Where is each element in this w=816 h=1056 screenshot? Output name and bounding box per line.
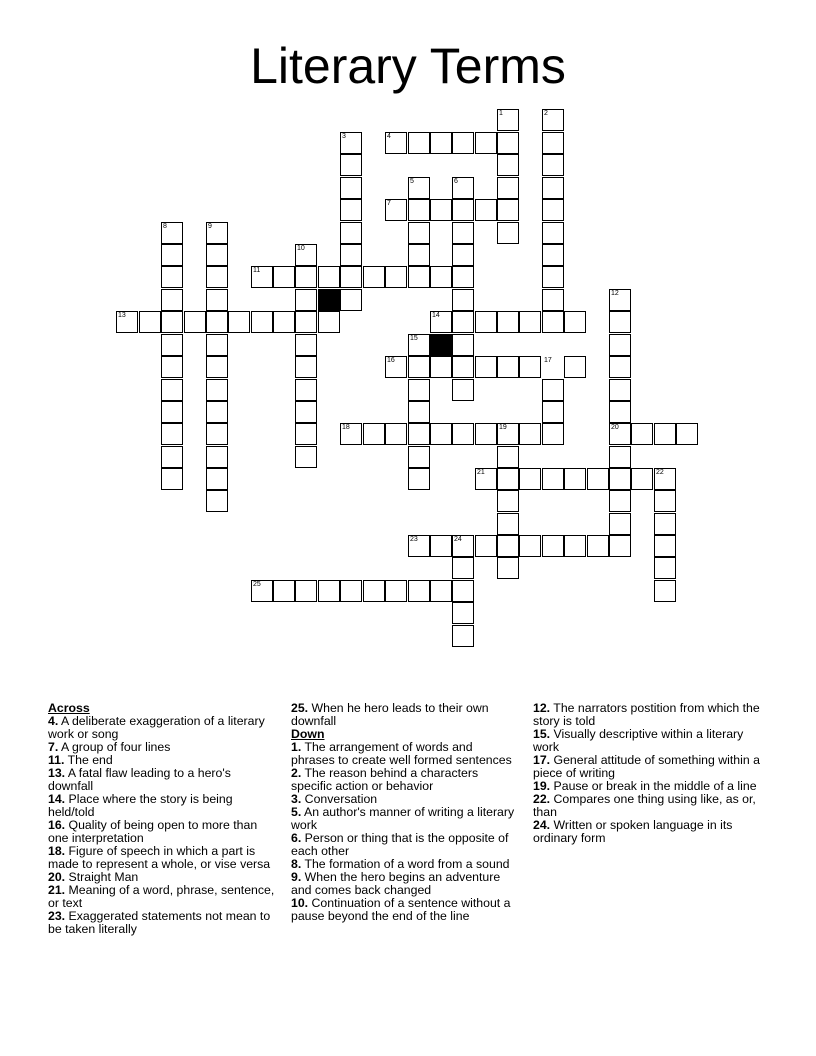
grid-cell[interactable] bbox=[452, 423, 474, 445]
clue-number: 17. bbox=[533, 753, 551, 767]
grid-cell[interactable] bbox=[452, 199, 474, 221]
grid-cell[interactable] bbox=[609, 311, 631, 333]
clue-number: 18. bbox=[48, 844, 66, 858]
clue-item bbox=[48, 845, 276, 871]
across-clue-list bbox=[48, 715, 276, 936]
clue-text: Quality of being open to more than one interpretation bbox=[48, 818, 258, 845]
grid-cell[interactable] bbox=[206, 311, 228, 333]
grid-cell[interactable] bbox=[139, 311, 161, 333]
grid-cell[interactable] bbox=[475, 423, 497, 445]
blocked-cell bbox=[318, 289, 340, 311]
grid-cell[interactable] bbox=[430, 132, 452, 154]
clue-number: 3. bbox=[291, 792, 302, 806]
grid-cell[interactable] bbox=[385, 423, 407, 445]
grid-cell[interactable] bbox=[206, 446, 228, 468]
grid-cell[interactable] bbox=[408, 423, 430, 445]
clue-number-label: 13 bbox=[118, 312, 126, 319]
grid-cell[interactable] bbox=[273, 311, 295, 333]
grid-cell[interactable] bbox=[161, 356, 183, 378]
grid-cell[interactable] bbox=[430, 266, 452, 288]
grid-cell[interactable] bbox=[519, 311, 541, 333]
clue-number: 13. bbox=[48, 766, 66, 780]
clue-number-label: 2 bbox=[544, 110, 548, 117]
grid-cell[interactable] bbox=[295, 423, 317, 445]
clue-item bbox=[291, 832, 519, 858]
grid-cell[interactable] bbox=[340, 199, 362, 221]
clue-text: The narrators postition from which the story is told bbox=[533, 701, 760, 728]
grid-cell[interactable] bbox=[609, 535, 631, 557]
clue-number: 15. bbox=[533, 727, 551, 741]
clue-number-label: 17 bbox=[544, 357, 552, 364]
grid-cell[interactable] bbox=[295, 401, 317, 423]
clue-number: 19. bbox=[533, 779, 551, 793]
grid-cell[interactable] bbox=[475, 132, 497, 154]
grid-cell[interactable] bbox=[408, 244, 430, 266]
grid-cell[interactable] bbox=[542, 311, 564, 333]
grid-cell[interactable] bbox=[161, 311, 183, 333]
grid-cell[interactable] bbox=[475, 199, 497, 221]
grid-cell[interactable] bbox=[206, 289, 228, 311]
grid-cell[interactable] bbox=[161, 401, 183, 423]
grid-cell[interactable] bbox=[564, 311, 586, 333]
clue-number: 9. bbox=[291, 870, 302, 884]
clue-item bbox=[291, 767, 519, 793]
clue-text: Straight Man bbox=[65, 870, 139, 884]
clue-number: 25. bbox=[291, 701, 309, 715]
grid-cell[interactable] bbox=[452, 266, 474, 288]
clue-item bbox=[291, 871, 519, 897]
grid-cell[interactable] bbox=[251, 311, 273, 333]
grid-cell[interactable] bbox=[609, 513, 631, 535]
grid-cell[interactable] bbox=[161, 423, 183, 445]
clue-item bbox=[533, 702, 769, 728]
clue-number-label: 8 bbox=[163, 223, 167, 230]
grid-cell[interactable] bbox=[340, 177, 362, 199]
grid-cell[interactable] bbox=[497, 222, 519, 244]
clue-text: Continuation of a sentence without a pause beyond the end of the line bbox=[291, 896, 511, 923]
grid-cell[interactable] bbox=[564, 535, 586, 557]
grid-cell[interactable] bbox=[206, 468, 228, 490]
grid-cell[interactable] bbox=[654, 535, 676, 557]
clue-text: Place where the story is being held/told bbox=[48, 792, 233, 819]
grid-cell[interactable] bbox=[609, 401, 631, 423]
grid-cell[interactable] bbox=[318, 311, 340, 333]
grid-cell[interactable] bbox=[452, 244, 474, 266]
grid-cell[interactable] bbox=[676, 423, 698, 445]
clue-text: A fatal flaw leading to a hero's downfall bbox=[48, 766, 231, 793]
grid-cell[interactable] bbox=[295, 289, 317, 311]
grid-cell[interactable] bbox=[497, 535, 519, 557]
clue-number: 7. bbox=[48, 740, 59, 754]
grid-cell[interactable] bbox=[542, 468, 564, 490]
grid-cell[interactable] bbox=[430, 535, 452, 557]
grid-cell[interactable] bbox=[318, 266, 340, 288]
clue-text: An author's manner of writing a literary work bbox=[291, 805, 515, 832]
grid-cell[interactable] bbox=[363, 266, 385, 288]
grid-cell[interactable] bbox=[206, 266, 228, 288]
clue-number: 4. bbox=[48, 714, 59, 728]
grid-cell[interactable] bbox=[497, 468, 519, 490]
grid-cell[interactable] bbox=[631, 423, 653, 445]
grid-cell[interactable] bbox=[295, 356, 317, 378]
clue-number: 8. bbox=[291, 857, 302, 871]
clue-number: 2. bbox=[291, 766, 302, 780]
clue-number-label: 18 bbox=[342, 424, 350, 431]
grid-cell[interactable] bbox=[161, 244, 183, 266]
clue-item bbox=[533, 819, 769, 845]
grid-cell[interactable] bbox=[452, 356, 474, 378]
clue-number-label: 10 bbox=[297, 245, 305, 252]
clue-item bbox=[533, 793, 769, 819]
clue-number: 11. bbox=[48, 753, 65, 767]
grid-cell[interactable] bbox=[184, 311, 206, 333]
clue-text: Conversation bbox=[301, 792, 378, 806]
grid-cell[interactable] bbox=[654, 513, 676, 535]
clue-text: The end bbox=[64, 753, 113, 767]
clue-text: The arrangement of words and phrases to create well formed sentences bbox=[291, 740, 512, 767]
clue-item bbox=[533, 754, 769, 780]
clue-number: 20. bbox=[48, 870, 66, 884]
grid-cell[interactable] bbox=[564, 356, 586, 378]
clue-number-label: 21 bbox=[477, 469, 485, 476]
clue-number-label: 25 bbox=[253, 581, 261, 588]
clue-text: General attitude of something within a piece of writing bbox=[533, 753, 760, 780]
clue-item bbox=[533, 728, 769, 754]
clue-number-label: 14 bbox=[432, 312, 440, 319]
clue-number-label: 11 bbox=[253, 267, 261, 274]
grid-cell[interactable] bbox=[206, 401, 228, 423]
grid-cell[interactable] bbox=[295, 311, 317, 333]
grid-cell[interactable] bbox=[497, 154, 519, 176]
grid-cell[interactable] bbox=[408, 222, 430, 244]
clue-item bbox=[48, 819, 276, 845]
grid-cell[interactable] bbox=[542, 244, 564, 266]
grid-cell[interactable] bbox=[408, 199, 430, 221]
clue-number: 6. bbox=[291, 831, 302, 845]
grid-cell[interactable] bbox=[273, 266, 295, 288]
grid-cell[interactable] bbox=[542, 154, 564, 176]
clue-text: A group of four lines bbox=[58, 740, 171, 754]
clue-text: Visually descriptive within a literary work bbox=[533, 727, 744, 754]
clue-number-label: 6 bbox=[454, 178, 458, 185]
grid-cell[interactable] bbox=[340, 244, 362, 266]
clue-text: The reason behind a characters specific action or behavior bbox=[291, 766, 479, 793]
grid-cell[interactable] bbox=[542, 535, 564, 557]
clue-number-label: 15 bbox=[410, 335, 418, 342]
clue-text: Person or thing that is the opposite of each other bbox=[291, 831, 509, 858]
grid-cell[interactable] bbox=[295, 446, 317, 468]
grid-cell[interactable] bbox=[654, 423, 676, 445]
grid-cell[interactable] bbox=[542, 222, 564, 244]
clue-text: When the hero begins an adventure and comes back changed bbox=[291, 870, 501, 897]
grid-cell[interactable] bbox=[206, 490, 228, 512]
grid-cell[interactable] bbox=[542, 289, 564, 311]
across-heading: Across bbox=[48, 701, 90, 715]
grid-cell[interactable] bbox=[295, 580, 317, 602]
grid-cell[interactable] bbox=[206, 423, 228, 445]
clue-number-label: 23 bbox=[410, 536, 418, 543]
grid-cell[interactable] bbox=[161, 266, 183, 288]
grid-cell[interactable] bbox=[542, 177, 564, 199]
clue-number-label: 24 bbox=[454, 536, 462, 543]
grid-cell[interactable] bbox=[609, 468, 631, 490]
grid-cell[interactable] bbox=[631, 468, 653, 490]
grid-cell[interactable] bbox=[161, 446, 183, 468]
grid-cell[interactable] bbox=[519, 535, 541, 557]
clue-number-label: 12 bbox=[611, 290, 619, 297]
clue-number-label: 7 bbox=[387, 200, 391, 207]
grid-cell[interactable] bbox=[295, 379, 317, 401]
grid-cell[interactable] bbox=[542, 401, 564, 423]
grid-cell[interactable] bbox=[497, 311, 519, 333]
grid-cell[interactable] bbox=[408, 266, 430, 288]
grid-cell[interactable] bbox=[228, 311, 250, 333]
grid-cell[interactable] bbox=[497, 557, 519, 579]
grid-cell[interactable] bbox=[295, 266, 317, 288]
clue-number: 12. bbox=[533, 701, 551, 715]
grid-cell[interactable] bbox=[497, 446, 519, 468]
grid-cell[interactable] bbox=[587, 468, 609, 490]
clue-number-label: 16 bbox=[387, 357, 395, 364]
grid-cell[interactable] bbox=[340, 580, 362, 602]
grid-cell[interactable] bbox=[564, 468, 586, 490]
grid-cell[interactable] bbox=[609, 334, 631, 356]
clues-column-1 bbox=[48, 702, 276, 936]
clue-number: 23. bbox=[48, 909, 66, 923]
clue-number-label: 3 bbox=[342, 133, 346, 140]
grid-cell[interactable] bbox=[654, 490, 676, 512]
grid-cell[interactable] bbox=[408, 356, 430, 378]
grid-cell[interactable] bbox=[475, 535, 497, 557]
grid-cell[interactable] bbox=[452, 625, 474, 647]
grid-cell[interactable] bbox=[340, 266, 362, 288]
clue-number: 5. bbox=[291, 805, 302, 819]
grid-cell[interactable] bbox=[519, 468, 541, 490]
grid-cell[interactable] bbox=[408, 379, 430, 401]
clues-column-3 bbox=[533, 702, 769, 845]
grid-cell[interactable] bbox=[430, 356, 452, 378]
grid-cell[interactable] bbox=[497, 132, 519, 154]
across-clue-list-continued bbox=[291, 702, 519, 728]
grid-cell[interactable] bbox=[408, 132, 430, 154]
clue-text: The formation of a word from a sound bbox=[301, 857, 510, 871]
clue-number: 21. bbox=[48, 883, 66, 897]
grid-cell[interactable] bbox=[295, 334, 317, 356]
down-clue-list bbox=[291, 741, 519, 923]
clue-item bbox=[291, 741, 519, 767]
grid-cell[interactable] bbox=[542, 199, 564, 221]
clue-item bbox=[291, 702, 519, 728]
clue-text: Compares one thing using like, as or, than bbox=[533, 792, 756, 819]
clue-text: When he hero leads to their own downfall bbox=[291, 701, 489, 728]
grid-cell[interactable] bbox=[408, 401, 430, 423]
clue-item bbox=[48, 767, 276, 793]
grid-cell[interactable] bbox=[609, 490, 631, 512]
grid-cell[interactable] bbox=[609, 379, 631, 401]
grid-cell[interactable] bbox=[475, 356, 497, 378]
clue-text: Exaggerated statements not mean to be taken literally bbox=[48, 909, 271, 936]
clue-item bbox=[48, 884, 276, 910]
grid-cell[interactable] bbox=[519, 423, 541, 445]
grid-cell[interactable] bbox=[206, 379, 228, 401]
grid-cell[interactable] bbox=[609, 446, 631, 468]
down-heading: Down bbox=[291, 727, 325, 741]
clue-number: 24. bbox=[533, 818, 551, 832]
grid-cell[interactable] bbox=[452, 132, 474, 154]
grid-cell[interactable] bbox=[452, 289, 474, 311]
grid-cell[interactable] bbox=[497, 356, 519, 378]
grid-cell[interactable] bbox=[497, 177, 519, 199]
clue-number: 14. bbox=[48, 792, 66, 806]
clue-number-label: 22 bbox=[656, 469, 664, 476]
grid-cell[interactable] bbox=[340, 289, 362, 311]
clue-text: Meaning of a word, phrase, sentence, or text bbox=[48, 883, 275, 910]
clue-text: A deliberate exaggeration of a literary work or song bbox=[48, 714, 265, 741]
grid-cell[interactable] bbox=[475, 311, 497, 333]
clue-text: Pause or break in the middle of a line bbox=[550, 779, 757, 793]
grid-cell[interactable] bbox=[654, 557, 676, 579]
clue-number-label: 1 bbox=[499, 110, 503, 117]
grid-cell[interactable] bbox=[452, 311, 474, 333]
clue-number-label: 20 bbox=[611, 424, 619, 431]
grid-cell[interactable] bbox=[654, 580, 676, 602]
grid-cell[interactable] bbox=[452, 602, 474, 624]
grid-cell[interactable] bbox=[318, 580, 340, 602]
grid-cell[interactable] bbox=[340, 222, 362, 244]
grid-cell[interactable] bbox=[161, 334, 183, 356]
clue-number-label: 4 bbox=[387, 133, 391, 140]
grid-cell[interactable] bbox=[408, 580, 430, 602]
page-title: Literary Terms bbox=[250, 38, 566, 94]
grid-cell[interactable] bbox=[519, 356, 541, 378]
grid-cell[interactable] bbox=[452, 557, 474, 579]
grid-cell[interactable] bbox=[206, 334, 228, 356]
grid-cell[interactable] bbox=[385, 266, 407, 288]
grid-cell[interactable] bbox=[452, 379, 474, 401]
grid-cell[interactable] bbox=[363, 580, 385, 602]
clue-number: 22. bbox=[533, 792, 551, 806]
blocked-cell bbox=[430, 334, 452, 356]
grid-cell[interactable] bbox=[385, 580, 407, 602]
grid-cell[interactable] bbox=[340, 154, 362, 176]
clue-item bbox=[291, 806, 519, 832]
grid-cell[interactable] bbox=[161, 289, 183, 311]
clue-item bbox=[48, 910, 276, 936]
clue-number-label: 5 bbox=[410, 178, 414, 185]
grid-cell[interactable] bbox=[452, 580, 474, 602]
grid-cell[interactable] bbox=[497, 490, 519, 512]
clue-number: 1. bbox=[291, 740, 302, 754]
grid-cell[interactable] bbox=[497, 199, 519, 221]
clue-number: 16. bbox=[48, 818, 66, 832]
grid-cell[interactable] bbox=[161, 379, 183, 401]
grid-cell[interactable] bbox=[542, 423, 564, 445]
clue-text: Written or spoken language in its ordinary form bbox=[533, 818, 733, 845]
clue-number: 10. bbox=[291, 896, 309, 910]
grid-cell[interactable] bbox=[542, 266, 564, 288]
grid-cell[interactable] bbox=[452, 222, 474, 244]
clues-column-2 bbox=[291, 702, 519, 923]
grid-cell[interactable] bbox=[206, 244, 228, 266]
grid-cell[interactable] bbox=[452, 334, 474, 356]
grid-cell[interactable] bbox=[273, 580, 295, 602]
clue-item bbox=[291, 897, 519, 923]
clue-item bbox=[48, 715, 276, 741]
clue-text: Figure of speech in which a part is made to represent a whole, or vise versa bbox=[48, 844, 271, 871]
grid-cell[interactable] bbox=[430, 580, 452, 602]
down-clue-list-continued bbox=[533, 702, 769, 845]
grid-cell[interactable] bbox=[587, 535, 609, 557]
grid-cell[interactable] bbox=[206, 356, 228, 378]
clue-item bbox=[48, 793, 276, 819]
grid-cell[interactable] bbox=[161, 468, 183, 490]
grid-cell[interactable] bbox=[497, 513, 519, 535]
grid-cell[interactable] bbox=[609, 356, 631, 378]
grid-cell[interactable] bbox=[542, 132, 564, 154]
clue-number-label: 9 bbox=[208, 223, 212, 230]
grid-cell[interactable] bbox=[408, 468, 430, 490]
grid-cell[interactable] bbox=[430, 423, 452, 445]
grid-cell[interactable] bbox=[408, 446, 430, 468]
grid-cell[interactable] bbox=[363, 423, 385, 445]
clue-number-label: 19 bbox=[499, 424, 507, 431]
grid-cell[interactable] bbox=[430, 199, 452, 221]
grid-cell[interactable] bbox=[542, 379, 564, 401]
